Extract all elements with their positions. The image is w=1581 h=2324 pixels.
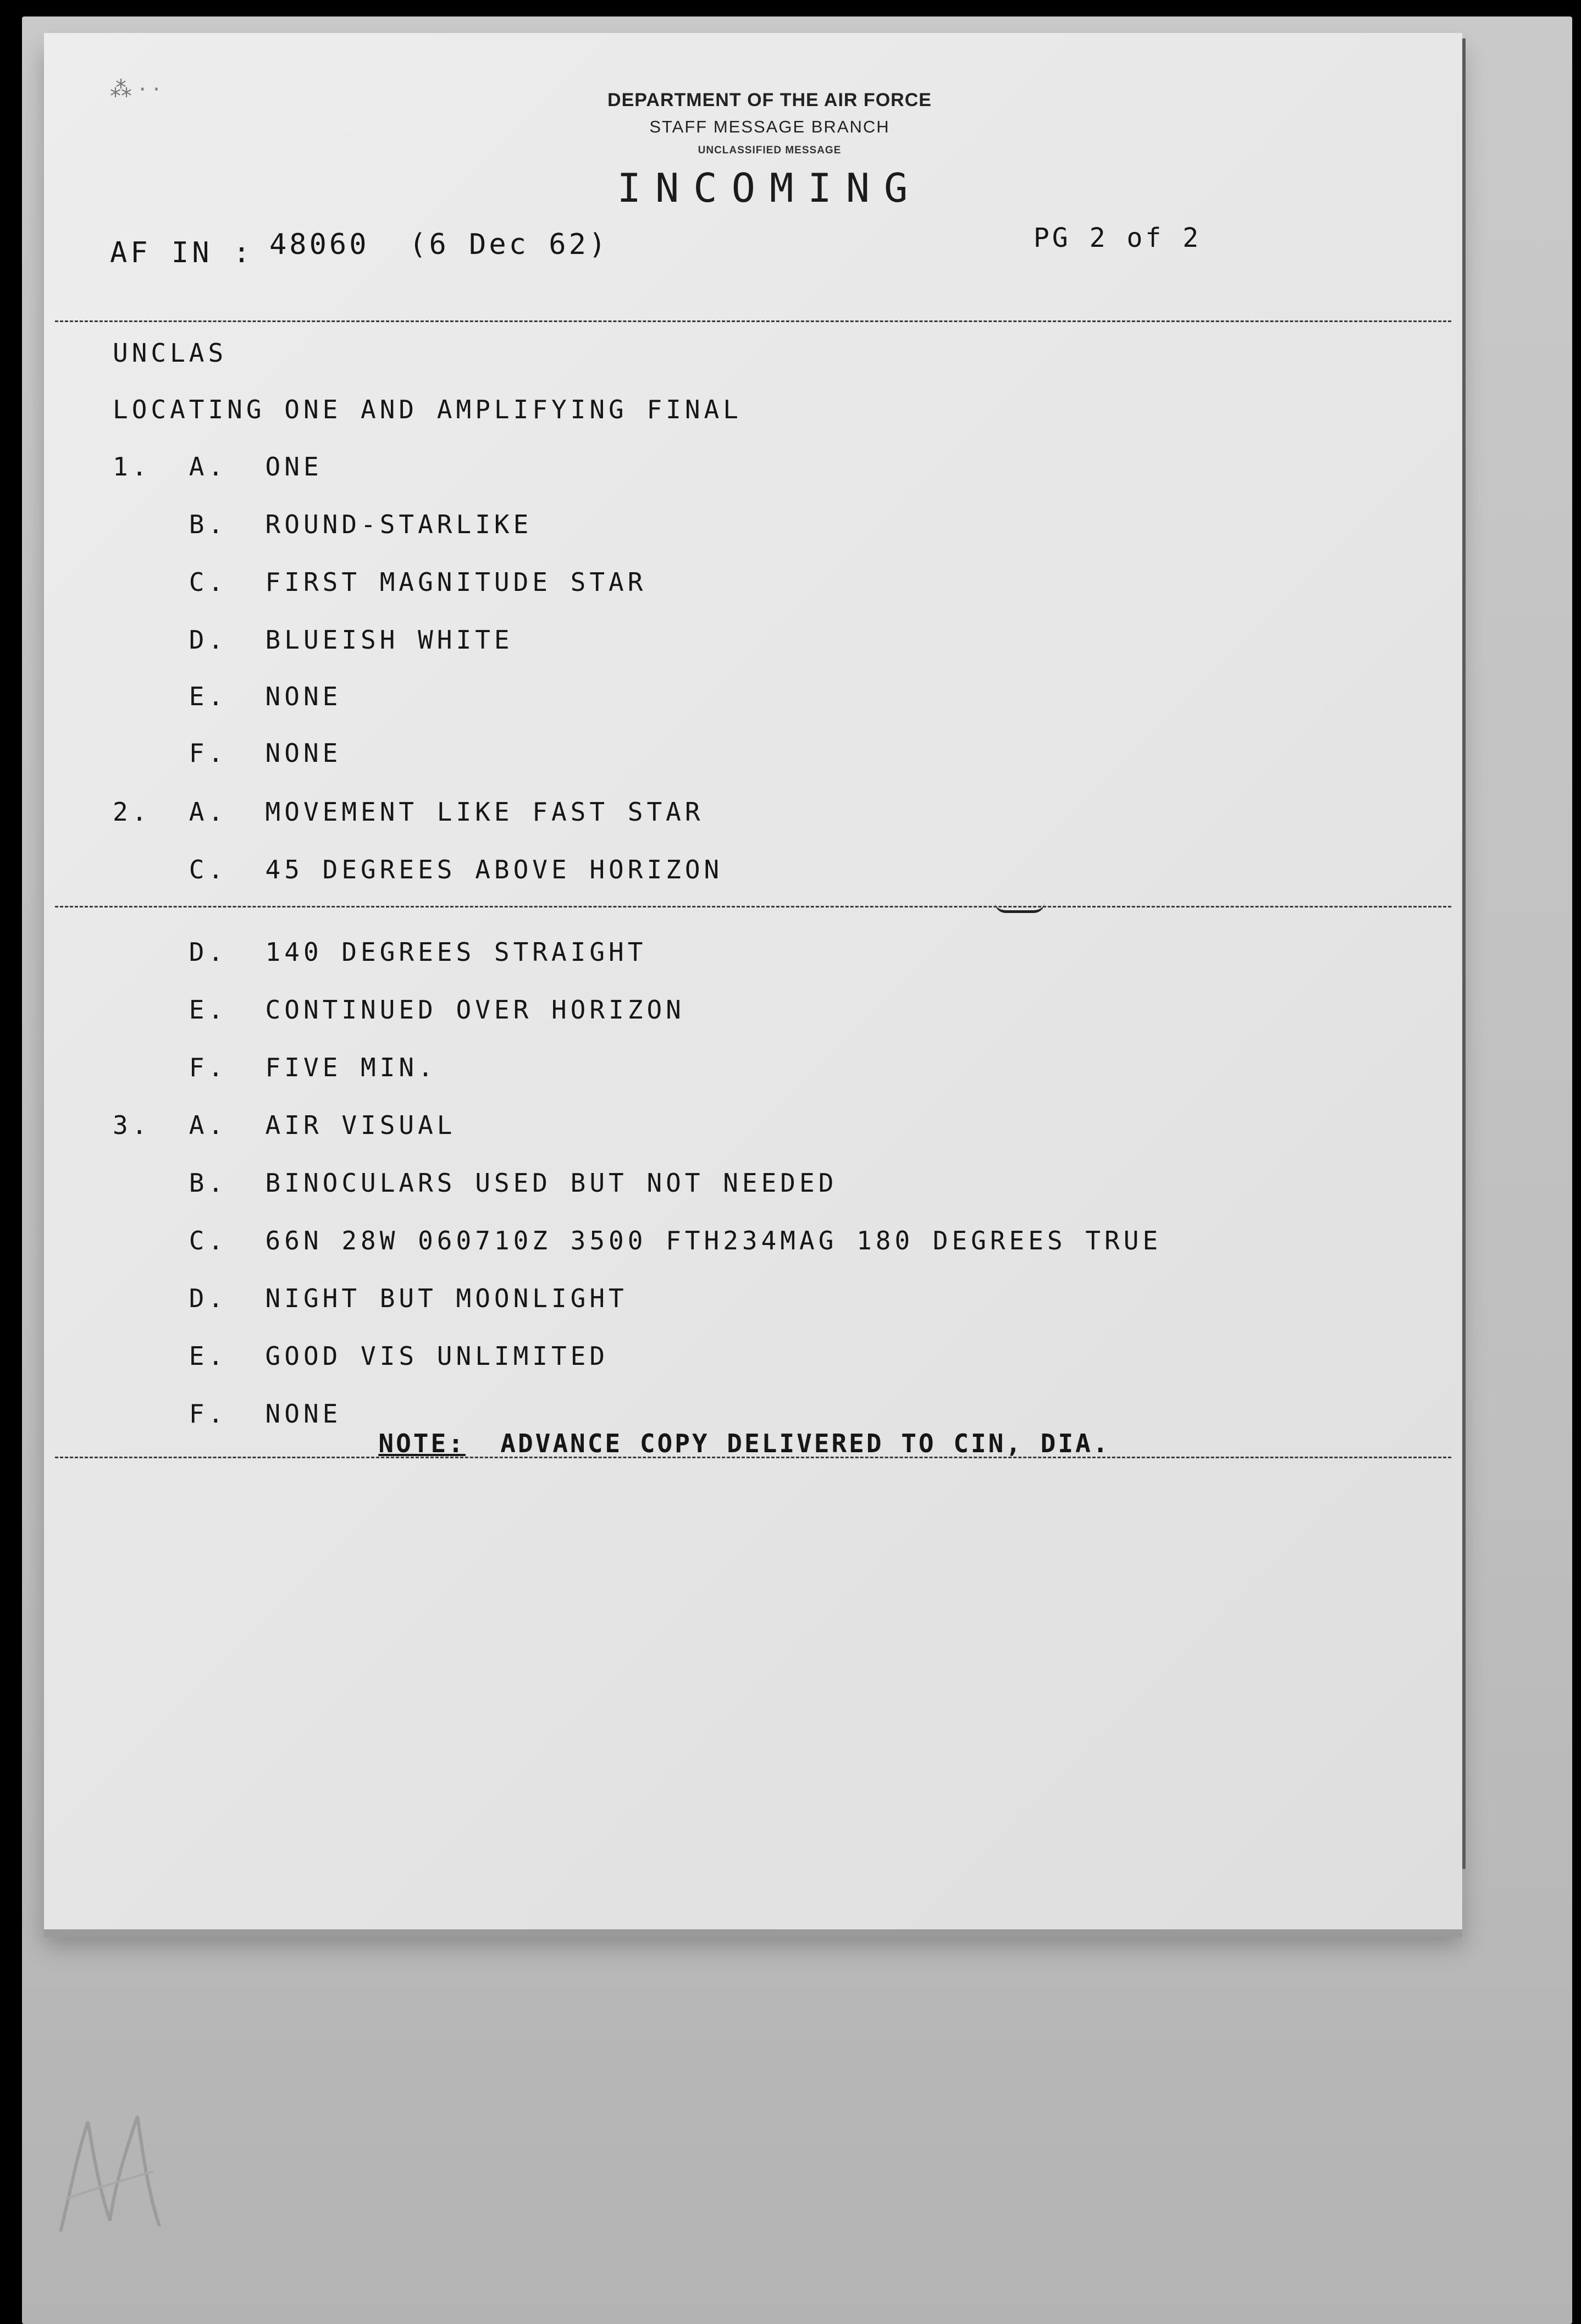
message-line: B. ROUND-STARLIKE (113, 510, 533, 539)
message-line: 2. A. MOVEMENT LIKE FAST STAR (113, 797, 704, 827)
message-line: LOCATING ONE AND AMPLIFYING FINAL (113, 395, 742, 424)
handwritten-mark (49, 2089, 181, 2254)
incoming-title: INCOMING (617, 165, 922, 211)
message-line: 1. A. ONE (113, 452, 323, 482)
divider-top (55, 320, 1451, 322)
note-label: NOTE: (378, 1429, 466, 1458)
message-line: C. 66N 28W 060710Z 3500 FTH234MAG 180 DEGREES TRUE (113, 1226, 1162, 1255)
af-in-label: AF IN : (110, 236, 254, 269)
branch-header: STAFF MESSAGE BRANCH (649, 117, 890, 136)
message-line: C. FIRST MAGNITUDE STAR (113, 567, 647, 597)
page-indicator: PG 2 of 2 (1033, 223, 1202, 253)
message-line: C. 45 DEGREES ABOVE HORIZON (113, 855, 723, 884)
note-text: ADVANCE COPY DELIVERED TO CIN, DIA. (500, 1429, 1110, 1458)
classification-header: UNCLASSIFIED MESSAGE (698, 145, 842, 156)
message-line: F. NONE (113, 1399, 342, 1429)
department-header: DEPARTMENT OF THE AIR FORCE (607, 90, 932, 110)
message-line: D. NIGHT BUT MOONLIGHT (113, 1283, 628, 1313)
note-line (344, 1399, 1110, 1458)
message-line: 3. A. AIR VISUAL (113, 1110, 456, 1140)
message-sheet (44, 33, 1462, 1929)
af-in-value: 48060 (6 Dec 62) (269, 228, 609, 261)
paper-tear-mark (995, 903, 1044, 913)
message-line: D. 140 DEGREES STRAIGHT (113, 937, 647, 967)
message-line: F. NONE (113, 738, 342, 768)
message-line: E. CONTINUED OVER HORIZON (113, 995, 685, 1025)
message-line: E. NONE (113, 682, 342, 711)
message-line: F. FIVE MIN. (113, 1053, 437, 1082)
message-line: E. GOOD VIS UNLIMITED (113, 1341, 609, 1371)
sheet-edge (1462, 38, 1466, 1869)
message-line: B. BINOCULARS USED BUT NOT NEEDED (113, 1168, 838, 1198)
message-line: D. BLUEISH WHITE (113, 625, 513, 655)
message-line: UNCLAS (113, 338, 228, 368)
corner-mark: ⁂ · · (110, 77, 160, 102)
divider-middle (55, 906, 1451, 908)
